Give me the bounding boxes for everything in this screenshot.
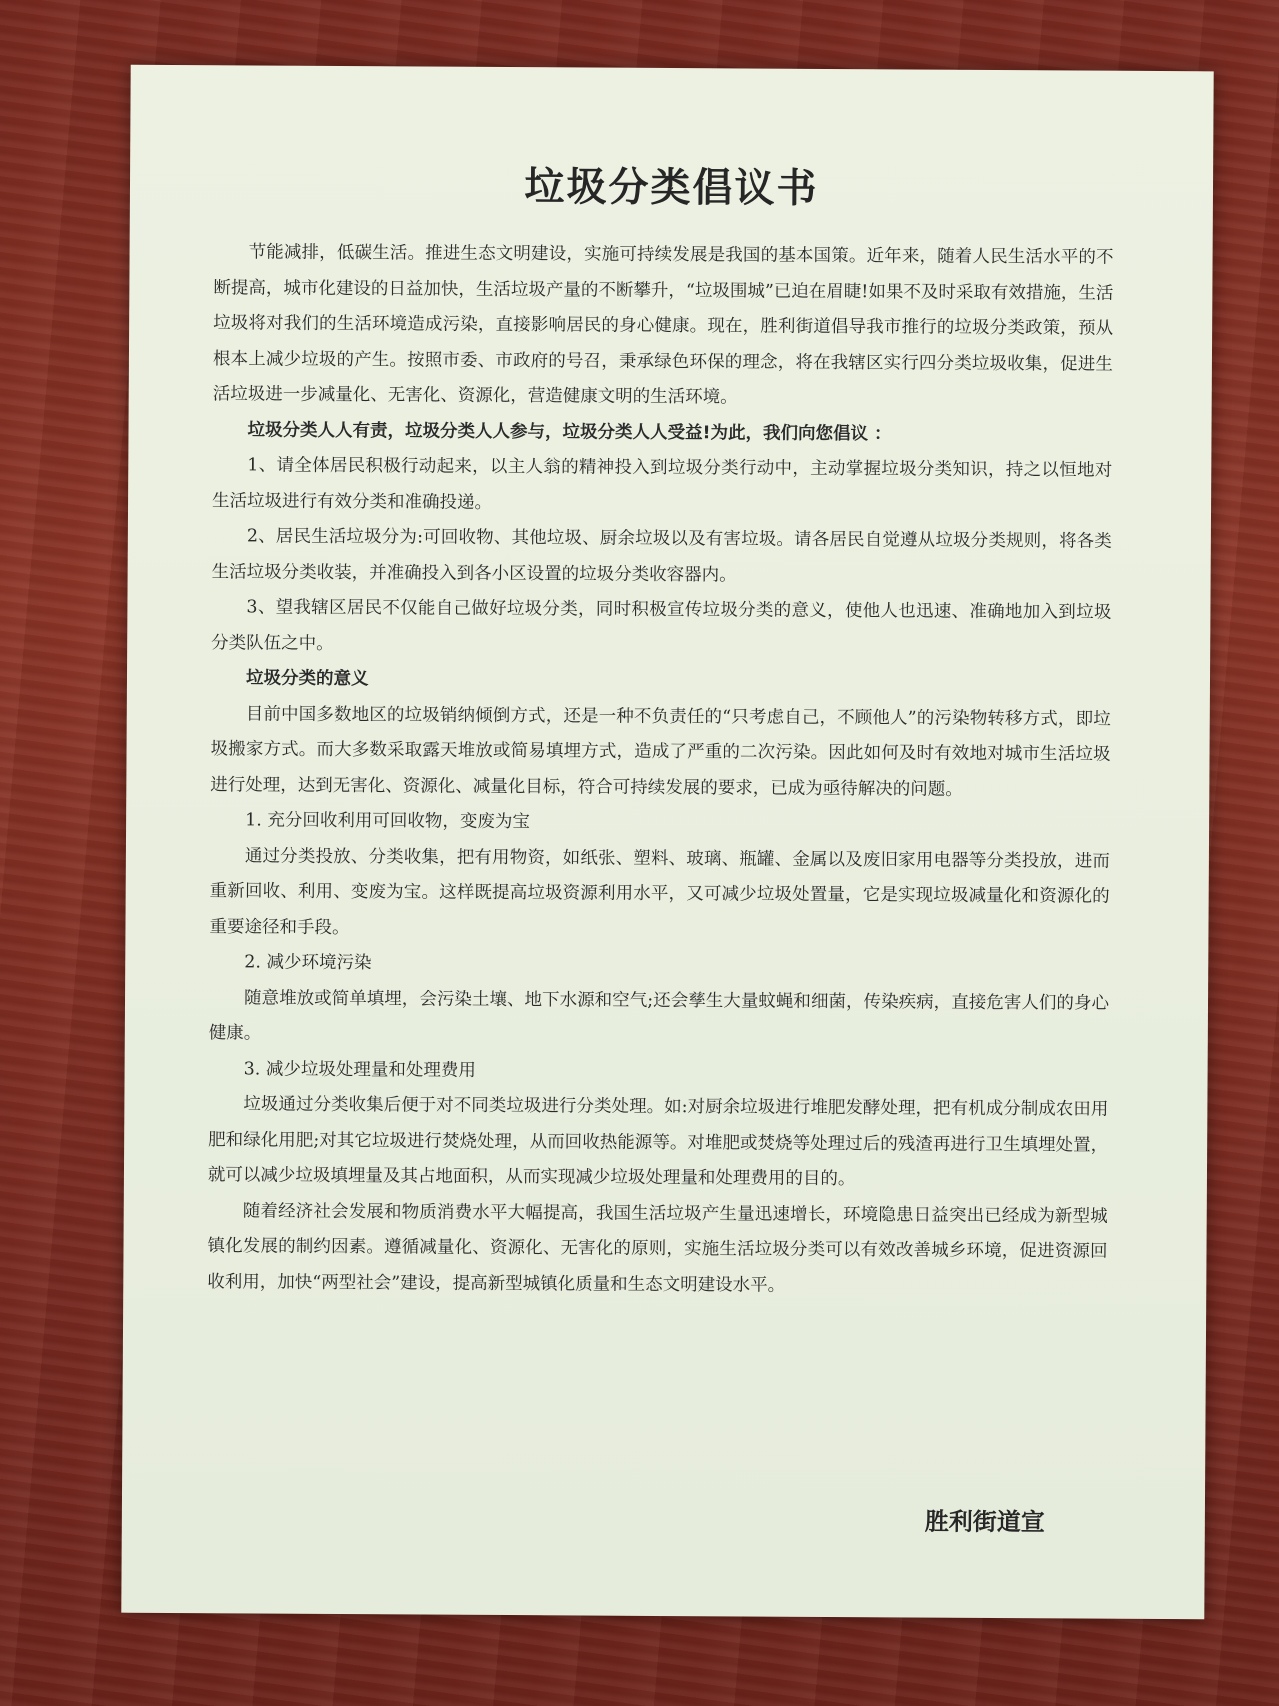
significance-intro: 目前中国多数地区的垃圾销纳倾倒方式，还是一种不负责任的“只考虑自己，不顾他人”的污染物转移方式，即垃圾搬家方式。而大多数采取露天堆放或简易填埋方式，造成了严重的二次污染。因此如何及时有效地对城市生活垃圾进行处理，达到无害化、资源化、减量化目标，符合可持续发展的要求，已成为亟待解决的问题。 <box>210 703 1111 800</box>
point-heading: 3. 减少垃圾处理量和处理费用 <box>243 1058 476 1081</box>
significance-heading: 垃圾分类的意义 <box>245 668 369 690</box>
flyer-paper <box>121 65 1213 1620</box>
document-body <box>207 235 1113 1305</box>
proposal-item: 3、望我辖区居民不仅能自己做好垃圾分类，同时积极宣传垃圾分类的意义，使他人也迅速、准确地加入到垃圾分类队伍之中。 <box>211 597 1112 654</box>
point-text: 随意堆放或简单填埋，会污染土壤、地下水源和空气;还会孳生大量蚊蝇和细菌，传染疾病，直接危害人们的身心健康。 <box>208 987 1110 1044</box>
call-to-action: 垃圾分类人人有责，垃圾分类人人参与，垃圾分类人人受益!为此，我们向您倡议 ： <box>247 419 892 444</box>
signature: 胜利街道宣 <box>924 1507 1045 1537</box>
point-text: 通过分类投放、分类收集，把有用物资，如纸张、塑料、玻璃、瓶罐、金属以及废旧家用电器等分类投放，进而重新回收、利用、变废为宝。这样既提高垃圾资源利用水平，又可减少垃圾处置量，它是实现垃圾减量化和资源化的重要途径和手段。 <box>209 845 1110 938</box>
document-title: 垃圾分类倡议书 <box>524 163 819 212</box>
point-heading: 2. 减少环境污染 <box>244 952 372 974</box>
point-text: 垃圾通过分类收集后便于对不同类垃圾进行分类处理。如:对厨余垃圾进行堆肥发酵处理，把有机成分制成农田用肥和绿化用肥;对其它垃圾进行焚烧处理，从而回收热能源等。对堆肥或焚烧等处理过后的残渣再进行卫生填埋处置，就可以减少垃圾填埋量及其占地面积，从而实现减少垃圾处理量和处理费用的目的。 <box>207 1094 1109 1190</box>
proposal-item: 2、居民生活垃圾分为:可回收物、其他垃圾、厨余垃圾以及有害垃圾。请各居民自觉遵从垃圾分类规则，将各类生活垃圾分类收装，并准确投入到各小区设置的垃圾分类收容器内。 <box>211 526 1112 585</box>
intro-paragraph: 节能减排，低碳生活。推进生态文明建设，实施可持续发展是我国的基本国策。近年来，随着人民生活水平的不断提高，城市化建设的日益加快，生活垃圾产量的不断攀升，“垃圾围城”已迫在眉睫!如果不及时采取有效措施，生活垃圾将对我们的生活环境造成污染，直接影响居民的身心健康。现在，胜利街道倡导我市推行的垃圾分类政策，预从根本上减少垃圾的产生。按照市委、市政府的号召，秉承绿色环保的理念，将在我辖区实行四分类垃圾收集，促进生活垃圾进一步减量化、无害化、资源化，营造健康文明的生活环境。 <box>212 242 1114 408</box>
conclusion-paragraph: 随着经济社会发展和物质消费水平大幅提高，我国生活垃圾产生量迅速增长，环境隐患日益突出已经成为新型城镇化发展的制约因素。遵循减量化、资源化、无害化的原则，实施生活垃圾分类可以有效改善城乡环境，促进资源回收利用，加快“两型社会”建设，提高新型城镇化质量和生态文明建设水平。 <box>207 1200 1108 1296</box>
proposal-item: 1、请全体居民积极行动起来，以主人翁的精神投入到垃圾分类行动中，主动掌握垃圾分类知识，持之以恒地对生活垃圾进行有效分类和准确投递。 <box>212 455 1113 513</box>
point-heading: 1. 充分回收利用可回收物，变废为宝 <box>245 810 530 833</box>
